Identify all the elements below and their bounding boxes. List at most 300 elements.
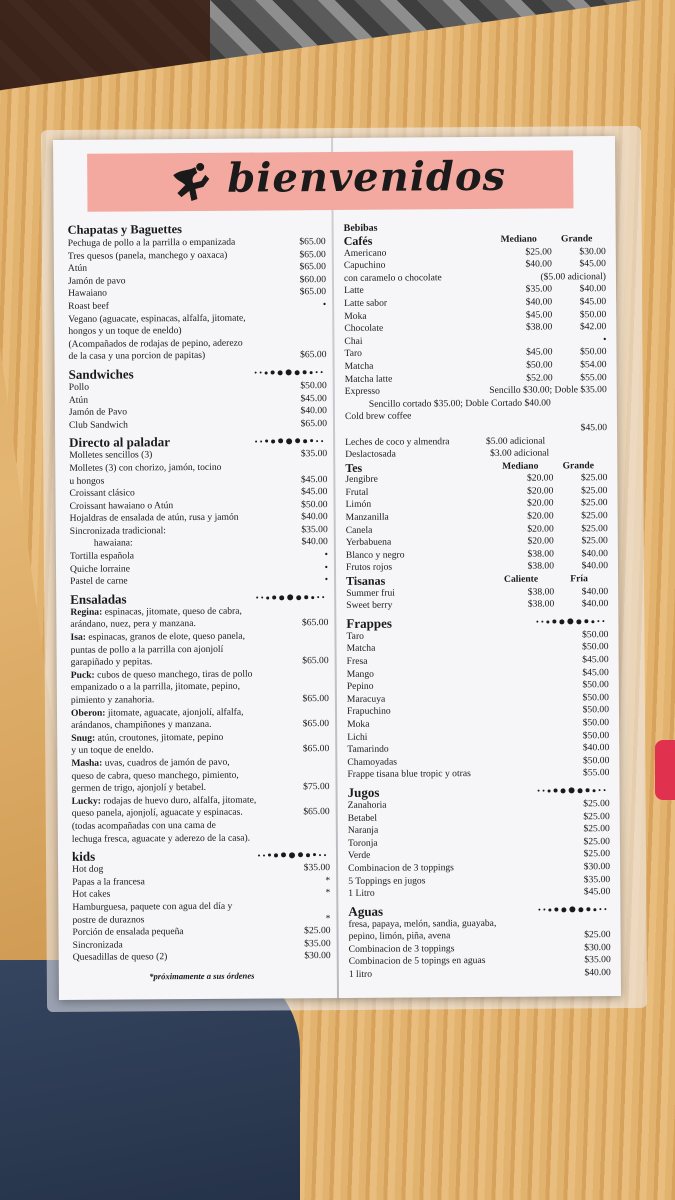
item-price: $65.00 xyxy=(302,655,329,667)
section-dots-divider xyxy=(536,618,604,624)
dot-ornament xyxy=(260,372,262,374)
item-name: Maracuya xyxy=(346,693,386,705)
dot-ornament xyxy=(597,620,599,622)
item-name: Limón xyxy=(345,499,372,511)
item-label: Snug: xyxy=(71,732,96,744)
dot-ornament xyxy=(548,908,551,911)
item-price-large: $40.00 xyxy=(579,283,607,295)
dot-ornament xyxy=(258,854,260,856)
item-name: y un toque de eneldo. xyxy=(71,744,154,757)
item-name: 5 Toppings en jugos xyxy=(348,874,426,887)
item-name: Toronja xyxy=(347,837,378,849)
column-header: Grande xyxy=(562,459,595,472)
item-price-medium: $38.00 xyxy=(527,560,555,573)
item-name: hongos y un toque de eneldo) xyxy=(68,325,182,338)
item-price: $35.00 xyxy=(300,448,328,460)
section-dots-divider xyxy=(258,852,326,858)
item-name: Matcha xyxy=(344,360,374,372)
dot-ornament xyxy=(578,788,583,793)
item-price: $65.00 xyxy=(299,236,326,248)
section-title: Tisanas xyxy=(346,573,386,588)
item-desc: espinacas, granos de elote, queso panela, xyxy=(85,630,246,643)
item-name: Americano xyxy=(343,247,387,259)
item-price-medium: $38.00 xyxy=(525,321,553,333)
item-name: Vegano (aguacate, espinacas, alfalfa, jitomate, xyxy=(68,312,246,325)
item-price: $45.00 xyxy=(300,392,327,404)
dot-ornament xyxy=(576,619,581,624)
item-name: Tamarindo xyxy=(347,743,389,756)
item-name: Taro xyxy=(346,630,364,642)
item-price: $35.00 xyxy=(584,954,611,966)
item-name: Matcha latte xyxy=(344,373,393,385)
item-price-medium: $20.00 xyxy=(527,485,554,497)
item-name: Cold brew coffee xyxy=(344,410,412,423)
section-title: Tes xyxy=(345,460,363,475)
item-price-medium: $35.00 xyxy=(525,283,553,296)
item-price-medium: $45.00 xyxy=(526,346,553,359)
item-desc: rodajas de huevo duro, alfalfa, jitomate, xyxy=(100,794,257,807)
item-price: $25.00 xyxy=(583,810,610,822)
item-price-medium: $20.00 xyxy=(527,510,554,522)
section-title: Sandwiches xyxy=(68,366,134,382)
item-desc: uvas, cuadros de jamón de pavo, xyxy=(102,756,230,769)
menu-item-row xyxy=(347,767,609,781)
menu-item-row xyxy=(68,349,326,363)
item-desc: atún, croutones, jitomate, pepino xyxy=(95,731,224,744)
item-price-large: $40.00 xyxy=(581,547,608,560)
dot-ornament xyxy=(593,789,596,792)
item-name: Betabel xyxy=(347,812,378,824)
column-header: Fría xyxy=(570,573,588,585)
section-title: Cafés xyxy=(343,233,373,248)
item-name: arándanos, champiñones y manzana. xyxy=(71,719,212,732)
dot-ornament xyxy=(584,620,588,624)
dot-ornament xyxy=(286,438,292,444)
menu-item-row xyxy=(348,886,610,900)
dot-ornament xyxy=(279,595,284,600)
item-price: $45.00 xyxy=(580,422,608,434)
cold-brew-price-row xyxy=(345,422,607,436)
item-name: Taro xyxy=(344,348,362,360)
item-name: Fresa xyxy=(346,655,368,667)
item-price: $40.00 xyxy=(582,742,610,754)
item-name: Blanco y negro xyxy=(345,549,405,561)
item-price: $65.00 xyxy=(299,261,326,273)
dot-ornament xyxy=(274,853,278,857)
dot-ornament xyxy=(543,790,545,792)
item-name: Hot dog xyxy=(72,863,104,875)
dot-ornament xyxy=(543,909,545,911)
item-price: $30.00 xyxy=(583,861,611,873)
item-price: • xyxy=(324,561,329,573)
item-price-large: $25.00 xyxy=(581,497,608,509)
dot-ornament xyxy=(604,790,606,792)
item-name: pepino, limón, piña, avena xyxy=(348,930,451,943)
item-price-large: $42.00 xyxy=(579,321,607,333)
dot-ornament xyxy=(602,620,604,622)
item-price-medium: $25.00 xyxy=(525,246,552,258)
welcome-banner xyxy=(87,150,573,211)
dot-ornament xyxy=(324,854,326,856)
item-price: $40.00 xyxy=(301,536,328,548)
item-name: Chamoyadas xyxy=(347,756,397,768)
dot-ornament xyxy=(538,909,540,911)
item-label: Masha: xyxy=(71,757,103,769)
dot-ornament xyxy=(593,908,596,911)
dot-ornament xyxy=(538,790,540,792)
item-name: Croissant hawaiano o Atún xyxy=(69,499,174,512)
item-price: $65.00 xyxy=(299,248,326,260)
item-price: $45.00 xyxy=(301,486,328,498)
right-column xyxy=(344,216,611,981)
item-price-large: $25.00 xyxy=(581,484,608,497)
item-name: Sweet berry xyxy=(346,599,393,612)
item-price: $65.00 xyxy=(300,417,328,429)
item-price-large: $30.00 xyxy=(579,245,606,257)
item-price: Sencillo $30.00; Doble $35.00 xyxy=(489,384,607,397)
item-price: $50.00 xyxy=(582,717,610,729)
item-price-medium: $40.00 xyxy=(525,296,553,308)
item-price-medium: $38.00 xyxy=(527,586,555,598)
item-price-large: $25.00 xyxy=(581,535,608,547)
dot-ornament xyxy=(256,597,258,599)
item-price: $50.00 xyxy=(582,754,610,767)
left-column xyxy=(68,218,331,983)
item-price: * xyxy=(325,912,331,924)
item-price: $60.00 xyxy=(299,273,327,286)
item-name: Sincronizada tradicional: xyxy=(69,525,166,537)
item-price-large: $25.00 xyxy=(581,510,608,522)
dot-ornament xyxy=(278,370,283,375)
running-figure-icon xyxy=(167,161,221,205)
dot-ornament xyxy=(552,620,556,624)
item-price: $50.00 xyxy=(582,729,610,741)
item-name: Mango xyxy=(346,668,374,680)
item-price: $35.00 xyxy=(583,873,611,885)
item-price: • xyxy=(322,299,327,311)
item-name: Porción de ensalada pequeña xyxy=(72,926,184,938)
item-price: $50.00 xyxy=(300,380,327,392)
item-name: Leches de coco y almendra xyxy=(345,435,450,448)
dot-ornament xyxy=(261,597,263,599)
item-name: Frappe tisana blue tropic y otras xyxy=(347,768,471,781)
item-price-large: $45.00 xyxy=(579,258,606,270)
section-dots-divider xyxy=(255,438,323,444)
item-name: garapiñado y pepitas. xyxy=(70,656,153,669)
dot-ornament xyxy=(310,439,313,442)
item-name: Hot cakes xyxy=(72,888,111,901)
item-price-large: $40.00 xyxy=(581,598,609,610)
section-title: Frappes xyxy=(346,615,392,631)
item-name: Chai xyxy=(344,335,363,347)
dot-ornament xyxy=(569,788,575,794)
item-price: $65.00 xyxy=(299,286,327,298)
dot-ornament xyxy=(554,908,558,912)
dot-ornament xyxy=(268,854,271,857)
dot-ornament xyxy=(271,371,275,375)
dot-ornament xyxy=(287,595,293,601)
item-name: lechuga fresca, aguacate y aderezo de la casa). xyxy=(71,832,251,845)
dot-ornament xyxy=(310,371,313,374)
item-price-large: • xyxy=(603,333,607,345)
item-label: Lucky: xyxy=(71,795,101,807)
dot-ornament xyxy=(559,619,564,624)
dot-ornament xyxy=(281,852,286,857)
item-name: Club Sandwich xyxy=(68,419,128,431)
item-price: $25.00 xyxy=(583,823,610,835)
item-name: postre de duraznos xyxy=(72,913,145,926)
item-price-large: $25.00 xyxy=(581,522,608,534)
item-price: $55.00 xyxy=(583,767,610,779)
item-price-large: $40.00 xyxy=(581,560,609,572)
dot-ornament xyxy=(554,789,558,793)
dot-ornament xyxy=(278,439,283,444)
item-price: $75.00 xyxy=(303,781,330,793)
item-price-medium: $20.00 xyxy=(527,535,554,547)
item-name: Pechuga de pollo a la parrilla o empanizada xyxy=(67,236,236,249)
item-price-large: $50.00 xyxy=(580,346,607,358)
section-title: Chapatas y Baguettes xyxy=(67,222,182,237)
item-name: Matcha xyxy=(346,643,376,655)
item-name: Sencillo cortado $35.00; Doble Cortado $40.00 xyxy=(368,397,551,410)
dot-ornament xyxy=(303,439,307,443)
dot-ornament xyxy=(548,789,551,792)
item-price-large: $50.00 xyxy=(579,308,607,320)
item-price: $50.00 xyxy=(582,641,609,653)
item-name: Jamón de pavo xyxy=(67,275,126,287)
item-name: 1 Litro xyxy=(348,887,375,900)
item-name: Summer frui xyxy=(346,587,395,599)
item-price-large: $55.00 xyxy=(580,371,607,383)
item-price: * xyxy=(325,874,331,886)
item-name: pimiento y zanahoria. xyxy=(70,694,155,706)
item-price: $45.00 xyxy=(582,666,609,678)
menu-card xyxy=(53,136,621,1000)
item-price: $45.00 xyxy=(583,886,611,898)
item-name: Verde xyxy=(347,850,371,862)
item-name: Pepino xyxy=(346,680,374,693)
section-title: Ensaladas xyxy=(70,591,127,607)
item-name: de la casa y una porcion de papitas) xyxy=(68,350,206,363)
menu-item-row xyxy=(349,967,611,981)
item-price: $35.00 xyxy=(303,862,331,874)
item-name: u hongos xyxy=(69,475,105,487)
column-header: Caliente xyxy=(503,573,539,585)
dot-ornament xyxy=(586,907,590,911)
dot-ornament xyxy=(586,789,590,793)
section-dots-divider xyxy=(256,594,324,600)
menu-item-row xyxy=(69,418,327,432)
item-name: Frutal xyxy=(345,486,369,498)
menu-item-row xyxy=(70,574,328,588)
dot-ornament xyxy=(260,440,262,442)
menu-item-row xyxy=(72,832,330,846)
item-price-medium: ($5.00 adicional) xyxy=(540,270,607,283)
item-name: Quiche lorraine xyxy=(69,563,130,575)
dot-ornament xyxy=(266,596,269,599)
dot-ornament xyxy=(295,370,300,375)
item-name: empanizado o a la parrilla, jitomate, pepino, xyxy=(70,681,241,694)
dot-ornament xyxy=(313,853,316,856)
dot-ornament xyxy=(561,907,566,912)
item-name: Jengibre xyxy=(345,473,378,486)
item-name: Tres quesos (panela, manchego y oaxaca) xyxy=(67,249,228,262)
item-price-medium: $50.00 xyxy=(526,359,553,371)
item-price-medium xyxy=(498,334,552,347)
item-price: $65.00 xyxy=(301,617,329,629)
item-price-medium: $38.00 xyxy=(527,548,554,560)
item-price: $35.00 xyxy=(301,523,328,536)
item-name: (todas acompañadas con una cama de xyxy=(71,819,216,832)
item-label: Isa: xyxy=(70,631,86,643)
section-dots-divider xyxy=(255,370,323,376)
item-name: Combinacion de 3 toppings xyxy=(348,862,454,874)
item-price: $30.00 xyxy=(304,950,331,962)
dot-ornament xyxy=(286,370,292,376)
item-name: Pastel de carne xyxy=(70,575,128,588)
dot-ornament xyxy=(296,595,301,600)
bebidas-title: Bebibas xyxy=(343,222,378,234)
dot-ornament xyxy=(569,907,575,913)
item-desc: espinacas, jitomate, queso de cabra, xyxy=(102,605,242,618)
dot-ornament xyxy=(303,371,307,375)
item-price: $50.00 xyxy=(582,679,609,691)
item-price-medium: $45.00 xyxy=(525,309,553,321)
item-price: $25.00 xyxy=(583,835,610,848)
item-name: Roast beef xyxy=(68,300,109,312)
dot-ornament xyxy=(321,372,323,374)
dot-ornament xyxy=(311,596,314,599)
dot-ornament xyxy=(319,854,321,856)
dot-ornament xyxy=(317,596,319,598)
item-name: Canela xyxy=(345,524,373,536)
item-price: $3.00 adicional xyxy=(490,447,550,460)
item-price: $5.00 adicional xyxy=(485,435,546,447)
menu-item-row xyxy=(346,598,608,612)
item-name: (Acompañados de rodajas de pepino, aderezo xyxy=(68,337,243,350)
item-name: Jamón de Pavo xyxy=(68,406,128,418)
item-price: $50.00 xyxy=(582,704,610,716)
dot-ornament xyxy=(265,371,268,374)
item-price: $45.00 xyxy=(300,473,328,485)
item-name: Zanahoria xyxy=(347,799,387,811)
dot-ornament xyxy=(255,440,257,442)
item-price: $25.00 xyxy=(583,798,610,810)
dot-ornament xyxy=(591,620,594,623)
item-label: Oberon: xyxy=(70,707,106,719)
item-name: Molletes sencillos (3) xyxy=(69,449,153,462)
item-name: Croissant clásico xyxy=(69,487,135,499)
item-name: queso de cabra, queso manchego, pimiento, xyxy=(71,769,239,782)
section-title: kids xyxy=(71,848,96,864)
item-name: Frutos rojos xyxy=(345,562,393,574)
item-name: Papas a la francesa xyxy=(72,876,145,888)
item-name: Combinacion de 3 toppings xyxy=(348,943,455,955)
item-name: Frapuchino xyxy=(346,706,391,718)
item-price: $40.00 xyxy=(584,967,611,979)
item-price-medium: $40.00 xyxy=(525,258,552,270)
dot-ornament xyxy=(599,790,601,792)
dot-ornament xyxy=(546,620,549,623)
section-dots-divider xyxy=(538,906,606,912)
item-name: Naranja xyxy=(347,824,379,837)
section-title: Jugos xyxy=(347,784,380,800)
section-dots-divider xyxy=(538,788,606,794)
item-name: Molletes (3) con chorizo, jamón, tocino xyxy=(69,461,222,474)
item-price: • xyxy=(324,549,328,561)
red-object xyxy=(655,740,675,800)
item-label: Regina: xyxy=(70,606,103,618)
item-name: Latte sabor xyxy=(344,297,388,309)
dot-ornament xyxy=(541,621,543,623)
column-header: Mediano xyxy=(500,233,537,245)
dot-ornament xyxy=(536,621,538,623)
item-name: germen de trigo, ajonjolí y betabel. xyxy=(71,782,207,795)
item-desc: jitomate, aguacate, ajonjolí, alfalfa, xyxy=(105,706,244,719)
section-title: Aguas xyxy=(348,903,384,919)
item-name: Deslactosada xyxy=(345,448,396,461)
item-price-large: $45.00 xyxy=(579,296,607,308)
item-price: $65.00 xyxy=(303,806,330,818)
item-price-large: $25.00 xyxy=(580,472,608,484)
item-price: $25.00 xyxy=(583,848,611,860)
item-price: $50.00 xyxy=(301,498,328,510)
item-name: Hawaiano xyxy=(68,287,108,300)
item-price: $25.00 xyxy=(584,929,611,941)
item-price: $40.00 xyxy=(301,511,328,523)
column-header: Mediano xyxy=(502,460,539,472)
item-name: Moka xyxy=(344,310,367,322)
item-price-medium: $52.00 xyxy=(526,372,553,384)
item-price: $65.00 xyxy=(302,718,330,730)
item-price-large: $40.00 xyxy=(581,585,609,597)
item-name: Atún xyxy=(68,394,89,406)
column-header: Grande xyxy=(560,233,593,245)
item-name: Atún xyxy=(67,262,88,275)
dot-ornament xyxy=(263,854,265,856)
item-price: $65.00 xyxy=(302,743,330,755)
item-name: Capuchino xyxy=(343,259,386,272)
item-price: $40.00 xyxy=(300,405,327,417)
item-price: $25.00 xyxy=(304,925,331,937)
item-price: * xyxy=(325,887,331,899)
dot-ornament xyxy=(304,596,308,600)
item-name: con caramelo o chocolate xyxy=(343,272,442,284)
item-name: Hamburguesa, paquete con agua del día y xyxy=(72,900,233,913)
dot-ornament xyxy=(271,439,275,443)
item-name: Pollo xyxy=(68,381,90,393)
dot-ornament xyxy=(599,908,601,910)
item-price: $45.00 xyxy=(582,654,609,666)
dot-ornament xyxy=(306,853,310,857)
dot-ornament xyxy=(561,788,566,793)
item-name: Moka xyxy=(347,718,370,730)
item-price: $65.00 xyxy=(302,693,329,705)
item-price-medium: $38.00 xyxy=(527,598,555,610)
item-price-medium: $20.00 xyxy=(526,472,554,484)
item-price: $35.00 xyxy=(304,937,331,949)
banner-title: bienvenidos xyxy=(227,152,507,202)
dot-ornament xyxy=(298,852,303,857)
dot-ornament xyxy=(567,619,573,625)
dot-ornament xyxy=(322,596,324,598)
item-price: $50.00 xyxy=(582,691,609,704)
item-name: Sincronizada xyxy=(72,939,123,951)
dot-ornament xyxy=(265,440,268,443)
item-name: Chocolate xyxy=(344,322,384,335)
item-name: Tortilla española xyxy=(69,550,135,562)
item-name: hawaiana: xyxy=(93,537,133,550)
